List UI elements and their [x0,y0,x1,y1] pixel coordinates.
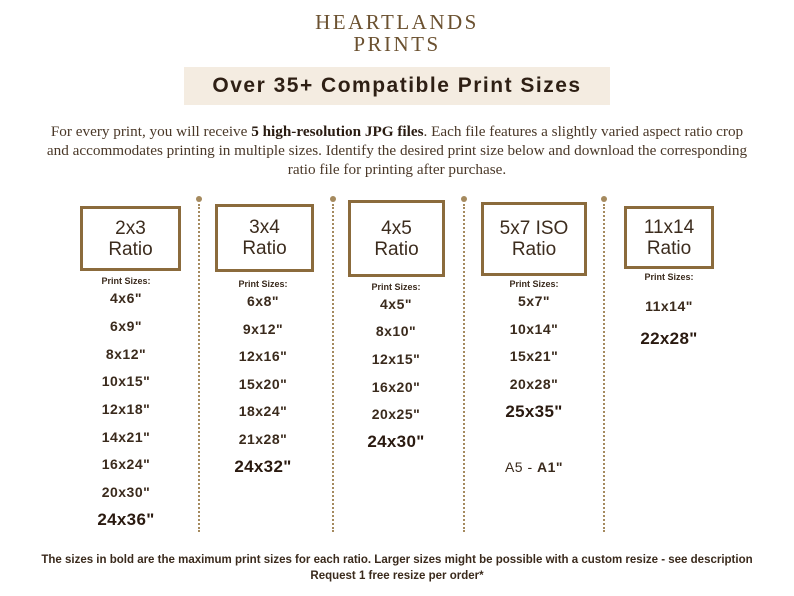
ratio-box-11x14 [624,206,714,269]
intro-text-before: For every print, you will receive [50,123,252,140]
ratio-word: Ratio [374,238,419,260]
size-item: 8x12" [105,346,147,362]
print-sizes-label: Print Sizes: [101,276,151,286]
ratio-box-4x5 [348,200,445,277]
iso-range-prefix: A5 - [504,459,538,475]
size-item: 4x5" [380,296,412,312]
print-sizes-label: Print Sizes: [371,282,421,292]
column-separator [332,204,334,532]
size-item: 11x14" [645,298,693,314]
separator-dot [196,196,202,202]
size-item: 21x28" [238,431,288,447]
brand-name-line1: HEARTLANDS [315,10,479,34]
max-size: 22x28" [640,329,698,348]
max-size: 24x36" [97,510,155,529]
max-size: 24x30" [367,432,425,451]
ratio-name: 2x3 [115,217,146,239]
print-sizes-label: Print Sizes: [238,279,288,289]
ratio-word: Ratio [646,237,692,259]
column-separator [463,204,465,532]
size-item: 6x8" [247,293,279,309]
size-item: 16x24" [101,456,151,472]
ratio-word: Ratio [511,239,557,260]
column-separator [603,204,605,532]
size-item: 20x25" [371,406,421,422]
size-item: 12x15" [371,351,421,367]
size-item: 10x15" [101,373,151,389]
size-item: 4x6" [110,290,142,306]
size-item: 10x14" [509,321,559,337]
size-item: 6x9" [110,318,142,334]
max-size: 25x35" [505,402,563,421]
ratio-name: 3x4 [249,217,280,238]
size-item: 5x7" [518,293,550,309]
footer-resize-note: Request 1 free resize per order* [310,570,484,582]
ratio-box-2x3 [80,206,181,271]
page-title: Over 35+ Compatible Print Sizes [212,74,582,97]
size-item: 20x30" [101,484,151,500]
intro-text-after: . Each file features a slightly varied aspect ratio crop and accommodates printing in multiple sizes. Identify the desired print size below and download the corresponding ratio file for printing after purchase. [46,123,748,178]
size-item: 14x21" [101,429,151,445]
size-item: 15x21" [509,348,559,364]
print-sizes-label: Print Sizes: [644,272,694,282]
size-item: 18x24" [238,403,288,419]
title-banner [184,67,610,105]
ratio-name: 4x5 [381,217,412,239]
size-item: 12x16" [238,348,288,364]
size-item: 9x12" [242,321,284,337]
size-item: 15x20" [238,376,288,392]
separator-dot [330,196,336,202]
size-item: 8x10" [375,323,417,339]
size-item: 20x28" [509,376,559,392]
ratio-name: 11x14 [643,216,695,238]
intro-paragraph [40,122,754,179]
separator-dot [461,196,467,202]
ratio-word: Ratio [108,238,153,260]
print-sizes-label: Print Sizes: [509,279,559,289]
brand-name-line2: PRINTS [353,32,441,56]
ratio-box-3x4 [215,204,314,272]
size-item: 12x18" [101,401,151,417]
intro-text-bold: 5 high-resolution JPG files [251,123,424,140]
footer-note: The sizes in bold are the maximum print sizes for each ratio. Larger sizes might be possible with a custom resize - see description [41,554,753,566]
iso-range-max: A1" [537,459,564,475]
ratio-name: 5x7 ISO [499,218,569,239]
ratio-box-5x7-iso [481,202,587,276]
iso-size-range [474,459,594,475]
ratio-word: Ratio [242,238,287,259]
column-separator [198,204,200,532]
max-size: 24x32" [234,457,292,476]
size-item: 16x20" [371,379,421,395]
separator-dot [601,196,607,202]
